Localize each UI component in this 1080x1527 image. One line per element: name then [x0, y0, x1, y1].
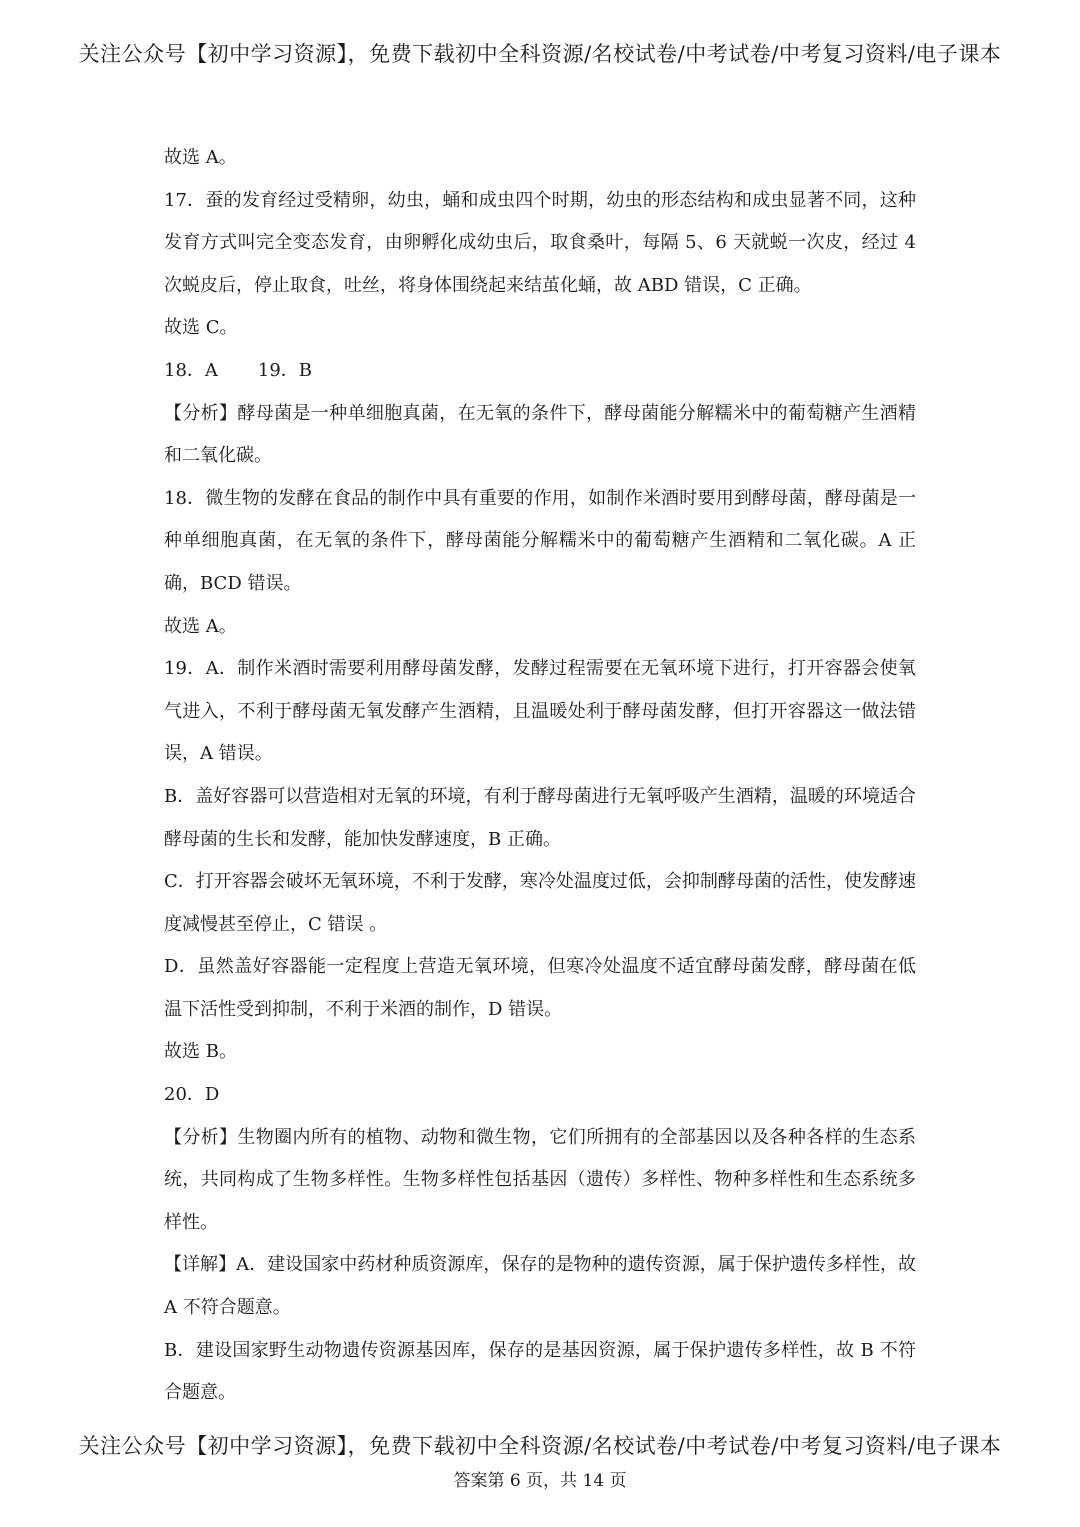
paragraph: 故选 B。 — [164, 1041, 237, 1063]
paragraph: 故选 A。 — [164, 615, 237, 637]
paragraph: 故选 A。 — [164, 147, 237, 168]
paragraph: B．盖好容器可以营造相对无氧的环境，有利于酵母菌进行无氧呼吸产生酒精，温暖的环境适合酵母菌的生长和发酵，能加快发酵速度，B 正确。 — [164, 785, 916, 850]
paragraph: 17．蚕的发育经过受精卵，幼虫，蛹和成虫四个时期，幼虫的形态结构和成虫显著不同，这种发育方式叫完全变态发育，由卵孵化成幼虫后，取食桑叶，每隔 5、6 天就蜕一次皮，经过 4 次蜕皮后，停止取食，吐丝，将身体围绕起来结茧化蛹，故 ABD 错误，C 正确。 — [164, 189, 916, 296]
footer-banner: 关注公众号【初中学习资源】，免费下载初中全科资源/名校试卷/中考试卷/中考复习资料/电子课本 — [78, 1434, 1002, 1458]
answer-18: 18．A — [164, 359, 218, 381]
paragraph: B．建设国家野生动物遗传资源基因库，保存的是基因资源，属于保护遗传多样性，故 B 不符合题意。 — [164, 1339, 916, 1404]
paragraph: 【分析】酵母菌是一种单细胞真菌，在无氧的条件下，酵母菌能分解糯米中的葡萄糖产生酒精和二氧化碳。 — [164, 402, 916, 467]
paragraph: 【分析】生物圈内所有的植物、动物和微生物，它们所拥有的全部基因以及各种各样的生态系统，共同构成了生物多样性。生物多样性包括基因（遗传）多样性、物种多样性和生态系统多样性。 — [164, 1126, 916, 1233]
paragraph: 19．A．制作米酒时需要利用酵母菌发酵，发酵过程需要在无氧环境下进行，打开容器会使氧气进入，不利于酵母菌无氧发酵产生酒精，且温暖处利于酵母菌发酵，但打开容器这一做法错误，A 错误。 — [164, 658, 916, 765]
paragraph: 20．D — [164, 1084, 220, 1106]
answer-content — [164, 137, 916, 1415]
answer-19: 19．B — [257, 359, 313, 381]
header-banner: 关注公众号【初中学习资源】，免费下载初中全科资源/名校试卷/中考试卷/中考复习资料/电子课本 — [78, 42, 1002, 66]
page-number: 答案第 6 页，共 14 页 — [453, 1471, 627, 1491]
paragraph: C．打开容器会破坏无氧环境，不利于发酵，寒冷处温度过低，会抑制酵母菌的活性，使发酵速度减慢甚至停止，C 错误 。 — [164, 871, 916, 935]
paragraph: D．虽然盖好容器能一定程度上营造无氧环境，但寒冷处温度不适宜酵母菌发酵，酵母菌在低温下活性受到抑制，不利于米酒的制作，D 错误。 — [164, 956, 916, 1020]
paragraph: 【详解】A．建设国家中药材种质资源库，保存的是物种的遗传资源，属于保护遗传多样性，故 A 不符合题意。 — [164, 1254, 916, 1319]
paragraph: 故选 C。 — [164, 317, 238, 339]
paragraph: 18．微生物的发酵在食品的制作中具有重要的作用，如制作米酒时要用到酵母菌，酵母菌是一种单细胞真菌，在无氧的条件下，酵母菌能分解糯米中的葡萄糖产生酒精和二氧化碳。A 正确，BCD 错误。 — [164, 487, 916, 594]
answer-line — [164, 350, 916, 393]
